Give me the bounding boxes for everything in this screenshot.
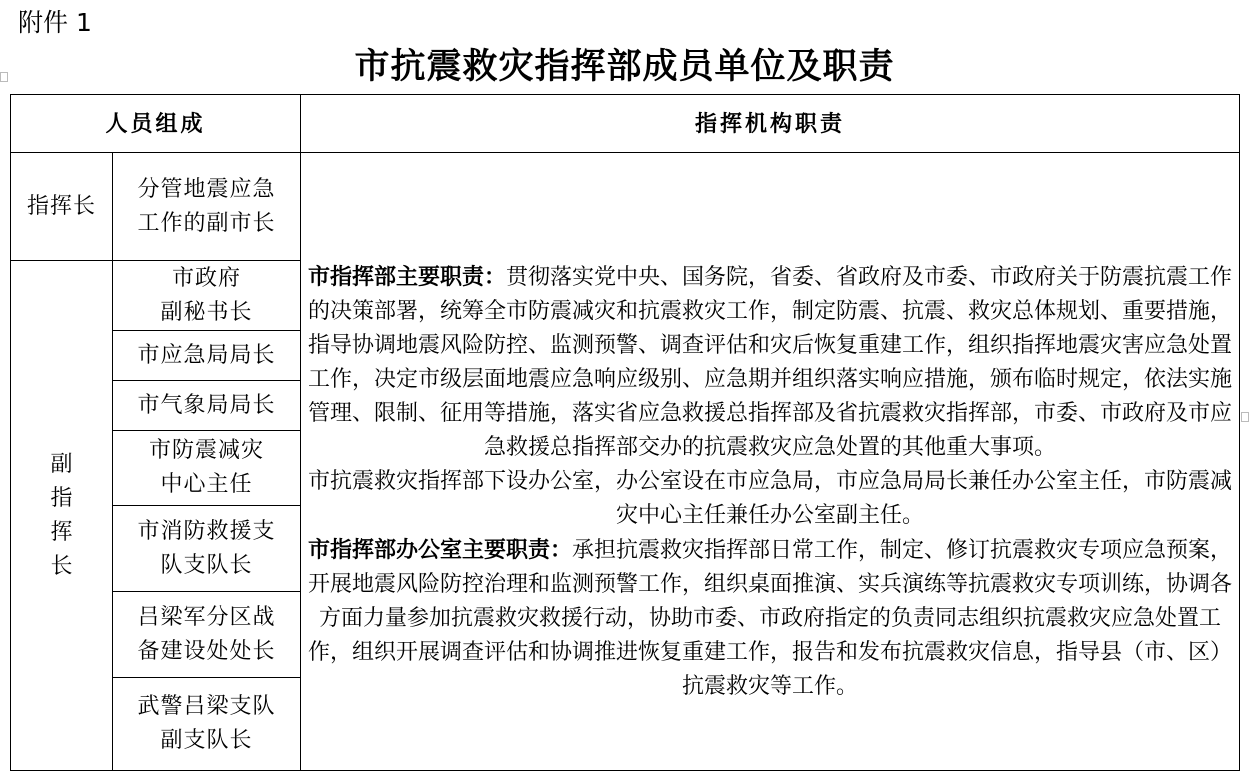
- annex-label: 附件 1: [18, 8, 92, 37]
- deputy-person: 市气象局局长: [113, 381, 301, 431]
- office-setup-paragraph: 市抗震救灾指挥部下设办公室，办公室设在市应急局，市应急局局长兼任办公室主任，市防震减灾中心主任兼任办公室副主任。: [308, 468, 1233, 528]
- table-header-row: [11, 95, 1240, 153]
- deputy-role: 副 指 挥 长: [11, 261, 113, 771]
- deputy-person: 市防震减灾 中心主任: [113, 431, 301, 506]
- duties-table: [10, 94, 1240, 771]
- deputy-person: 市消防救援支 队支队长: [113, 506, 301, 592]
- duties-cell: [301, 153, 1240, 771]
- deputy-person: 吕梁军分区战 备建设处处长: [113, 592, 301, 678]
- table-row: [11, 153, 1240, 261]
- header-duties: 指挥机构职责: [301, 95, 1240, 153]
- margin-marker: [1241, 412, 1249, 422]
- commander-role: 指挥长: [11, 153, 113, 261]
- commander-person: 分管地震应急 工作的副市长: [113, 153, 301, 261]
- deputy-person: 市应急局局长: [113, 331, 301, 381]
- margin-marker: [0, 72, 8, 82]
- header-members: 人员组成: [11, 95, 301, 153]
- hq-duties-paragraph: 市指挥部主要职责：贯彻落实党中央、国务院，省委、省政府及市委、市政府关于防震抗震工作的决策部署，统筹全市防震减灾和抗震救灾工作，制定防震、抗震、救灾总体规划、重要措施，指导协调地震风险防控、监测预警、调查评估和灾后恢复重建工作，组织指挥地震灾害应急处置工作，决定市级层面地震应急响应级别、应急期并组织落实响应措施，颁布临时规定，依法实施管理、限制、征用等措施，落实省应急救援总指挥部及省抗震救灾指挥部，市委、市政府及市应急救援总指挥部交办的抗震救灾应急处置的其他重大事项。: [308, 263, 1233, 460]
- deputy-person: 市政府 副秘书长: [113, 261, 301, 331]
- office-duties-paragraph: 市指挥部办公室主要职责：承担抗震救灾指挥部日常工作，制定、修订抗震救灾专项应急预案，开展地震风险防控治理和监测预警工作，组织桌面推演、实兵演练等抗震救灾专项训练，协调各方面力量参加抗震救灾救援行动，协助市委、市政府指定的负责同志组织抗震救灾应急处置工作，组织开展调查评估和协调推进恢复重建工作，报告和发布抗震救灾信息，指导县（市、区）抗震救灾等工作。: [308, 536, 1233, 699]
- deputy-person: 武警吕梁支队 副支队长: [113, 678, 301, 771]
- document-title: 市抗震救灾指挥部成员单位及职责: [354, 46, 895, 87]
